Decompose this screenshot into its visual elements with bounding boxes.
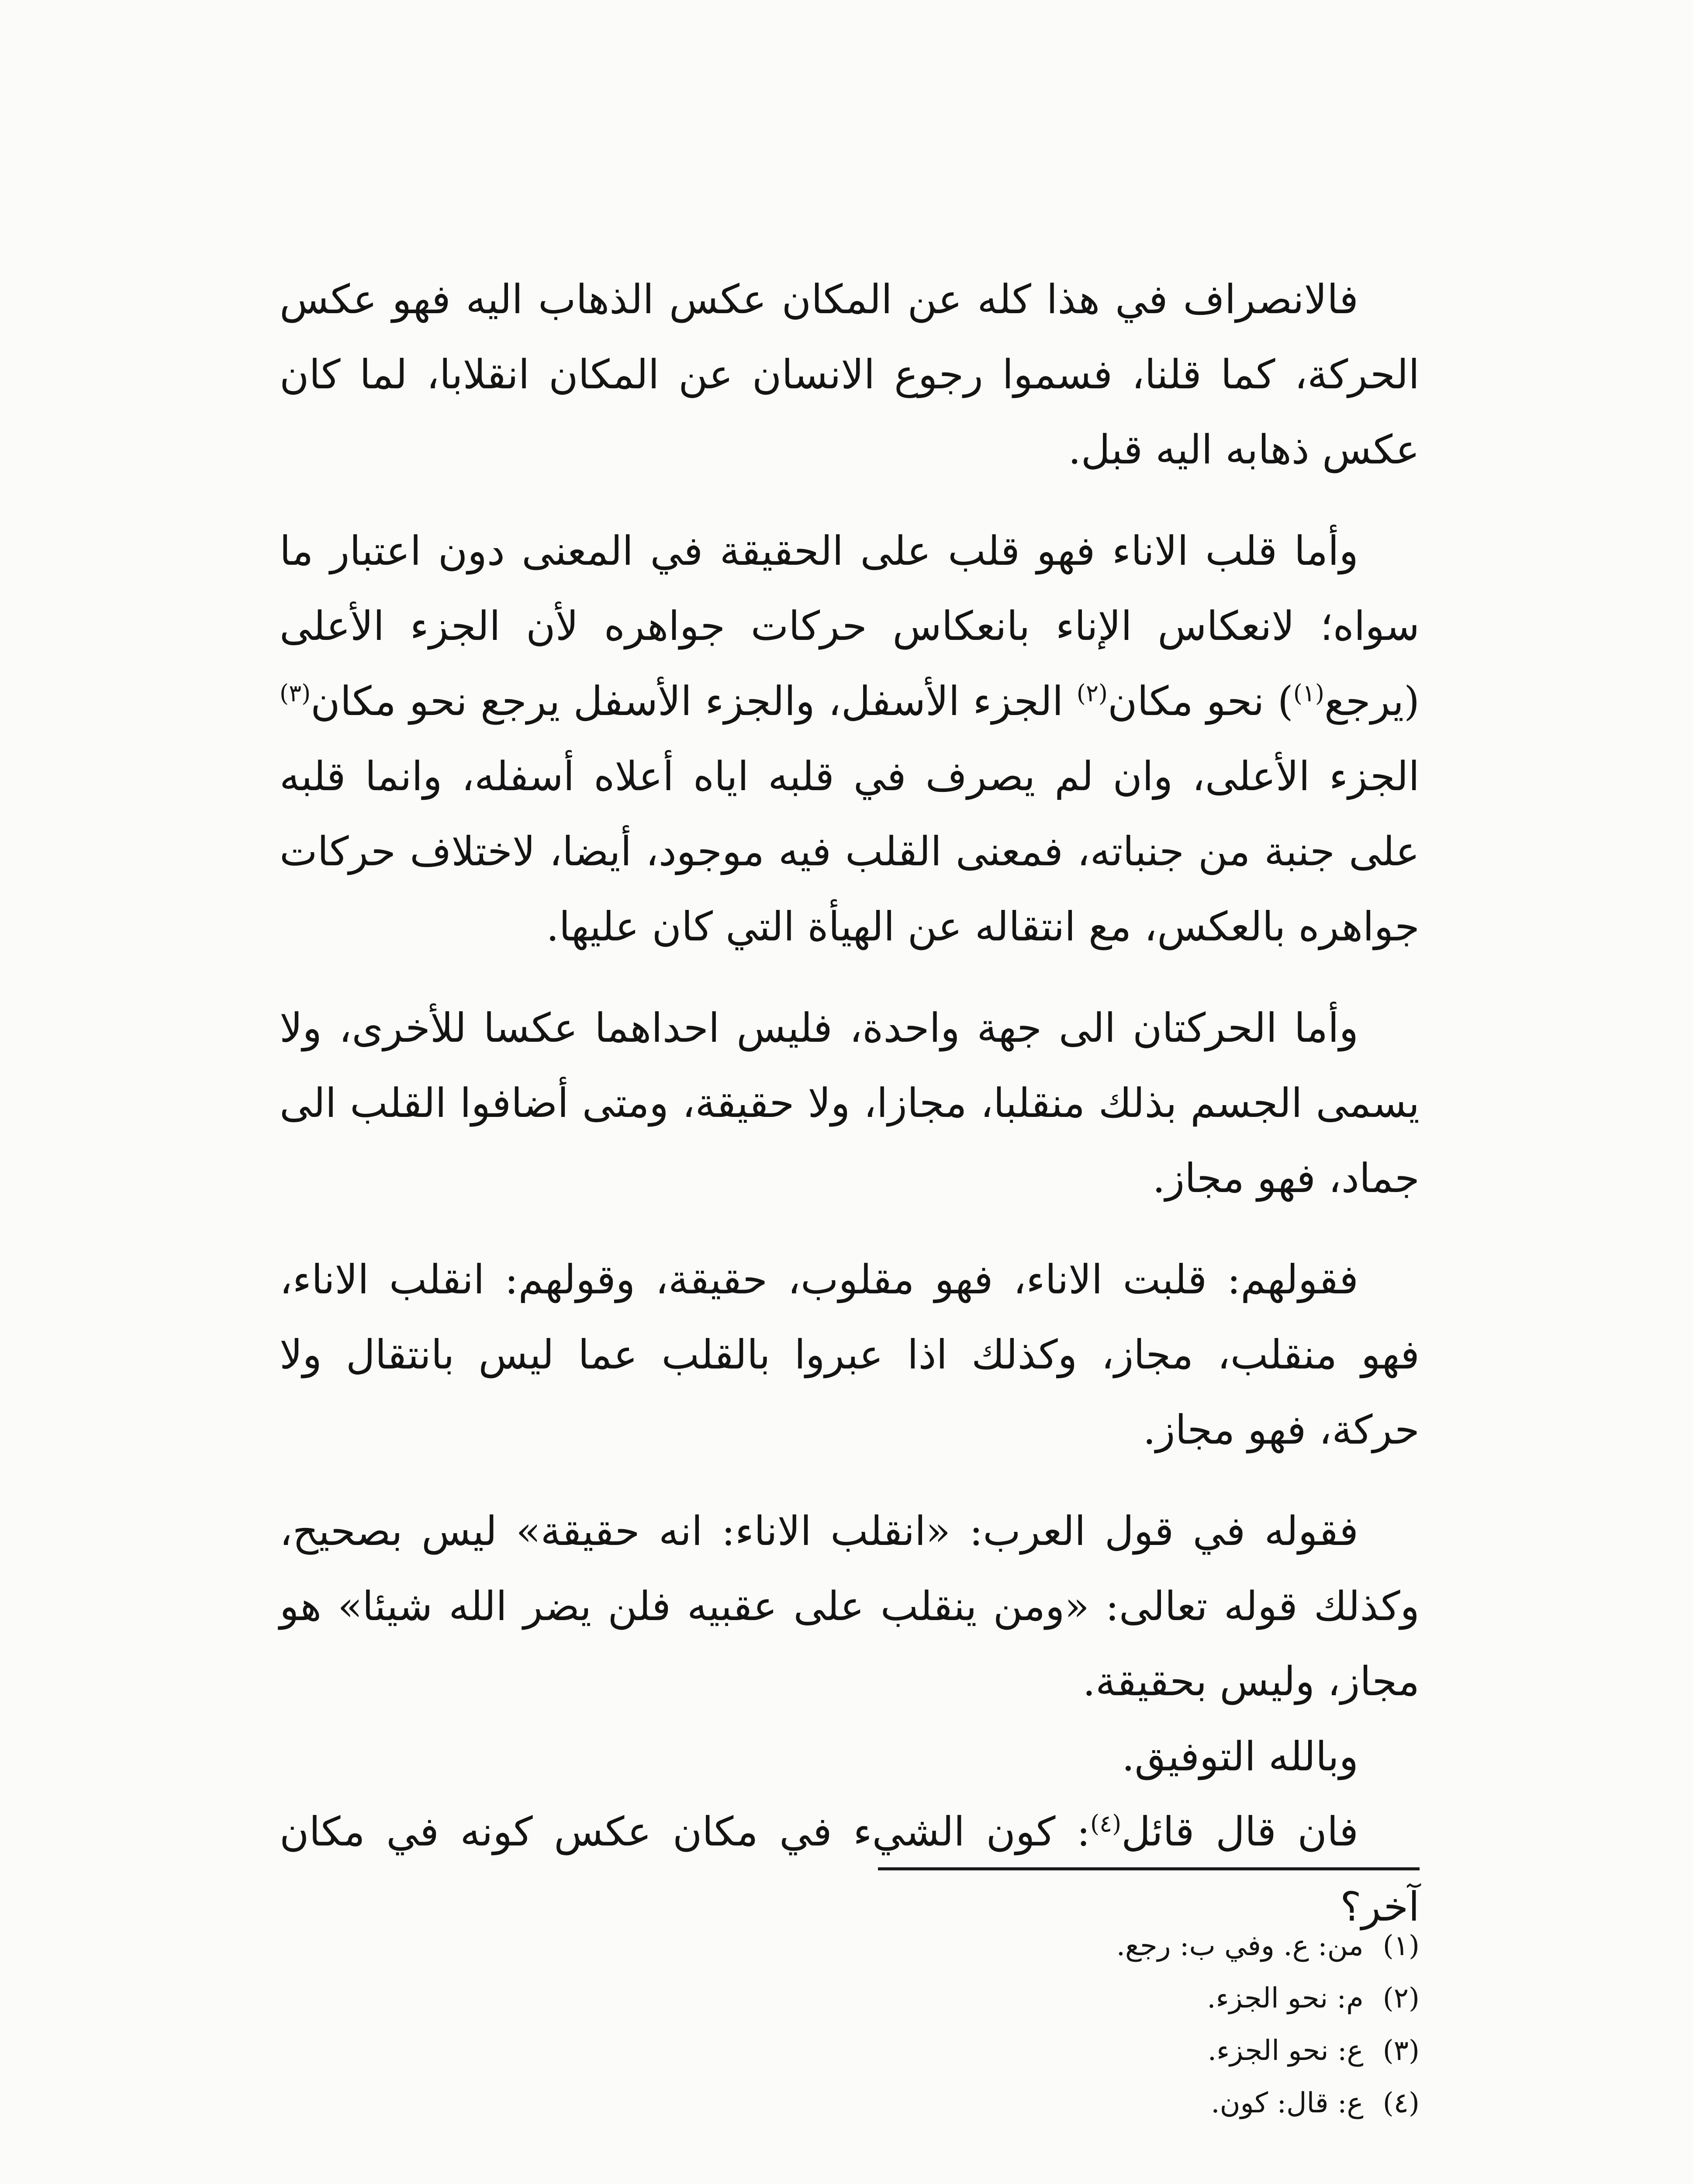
footnote-number: (٣) <box>1382 2035 1420 2067</box>
footnote-2 <box>655 1972 1420 2025</box>
footnote-1 <box>655 1920 1420 1972</box>
footnote-number: (٢) <box>1382 1982 1420 2015</box>
footnotes <box>655 1920 1420 2129</box>
paragraph-3: وأما الحركتان الى جهة واحدة، فليس احداهما عكسا للأخرى، ولا يسمى الجسم بذلك منقلبا، مجازا، ولا حقيقة، ومتى أضافوا القلب الى جماد، فهو مجاز. <box>280 1005 1420 1202</box>
footnote-3 <box>655 2025 1420 2077</box>
footnote-text: من: ع. وفي ب: رجع. <box>1116 1930 1364 1962</box>
footnote-separator-rule <box>878 1867 1420 1870</box>
paragraph-7: فان قال قائل$^{(٤)}$: كون الشيء في مكان عكس كونه في مكان آخر؟ <box>280 1808 1420 1930</box>
footnote-4 <box>655 2077 1420 2129</box>
footnote-number: (٤) <box>1382 2087 1420 2119</box>
main-text <box>280 262 1420 1945</box>
footnote-ref-4[interactable]: (٤) <box>1090 1810 1122 1838</box>
paragraph-4: فقولهم: قلبت الاناء، فهو مقلوب، حقيقة، وقولهم: انقلب الاناء، فهو منقلب، مجاز، وكذلك اذا عبروا بالقلب عما ليس بانتقال ولا حركة، فهو مجاز. <box>280 1256 1420 1453</box>
footnote-ref-3[interactable]: (٣) <box>280 679 311 707</box>
footnote-number: (١) <box>1382 1930 1420 1962</box>
paragraph-5: فقوله في قول العرب: «انقلب الاناء: انه حقيقة» ليس بصحيح، وكذلك قوله تعالى: «ومن ينقلب على عقبيه فلن يضر الله شيئا» هو مجاز، وليس بحقيقة. <box>280 1508 1420 1705</box>
footnote-text: ع: نحو الجزء. <box>1207 2035 1364 2067</box>
paragraph-6: وبالله التوفيق. <box>1122 1733 1358 1780</box>
footnote-text: ع: قال: كون. <box>1211 2087 1364 2119</box>
footnote-ref-1[interactable]: (١) <box>1293 679 1324 707</box>
paragraph-2: وأما قلب الاناء فهو قلب على الحقيقة في المعنى دون اعتبار ما سواه؛ لانعكاس الإناء بانعكاس حركات جواهره لأن الجزء الأعلى (يرجع$^{(١)}$) نحو مكان$^{(٢)}$ الجزء الأسفل، والجزء الأسفل يرجع نحو مكان$^{(٣)}$ الجزء الأعلى، وان لم يصرف في قلبه اياه أعلاه أسفله، وانما قلبه على جنبة من جنباته، فمعنى القلب فيه موجود، أيضا، لاختلاف حركات جواهره بالعكس، مع انتقاله عن الهيأة التي كان عليها. <box>280 528 1420 950</box>
paragraph-1: فالانصراف في هذا كله عن المكان عكس الذهاب اليه فهو عكس الحركة، كما قلنا، فسموا رجوع الانسان عن المكان انقلابا، لما كان عكس ذهابه اليه قبل. <box>280 276 1420 473</box>
footnote-ref-2[interactable]: (٢) <box>1076 679 1108 707</box>
footnote-text: م: نحو الجزء. <box>1207 1982 1364 2015</box>
